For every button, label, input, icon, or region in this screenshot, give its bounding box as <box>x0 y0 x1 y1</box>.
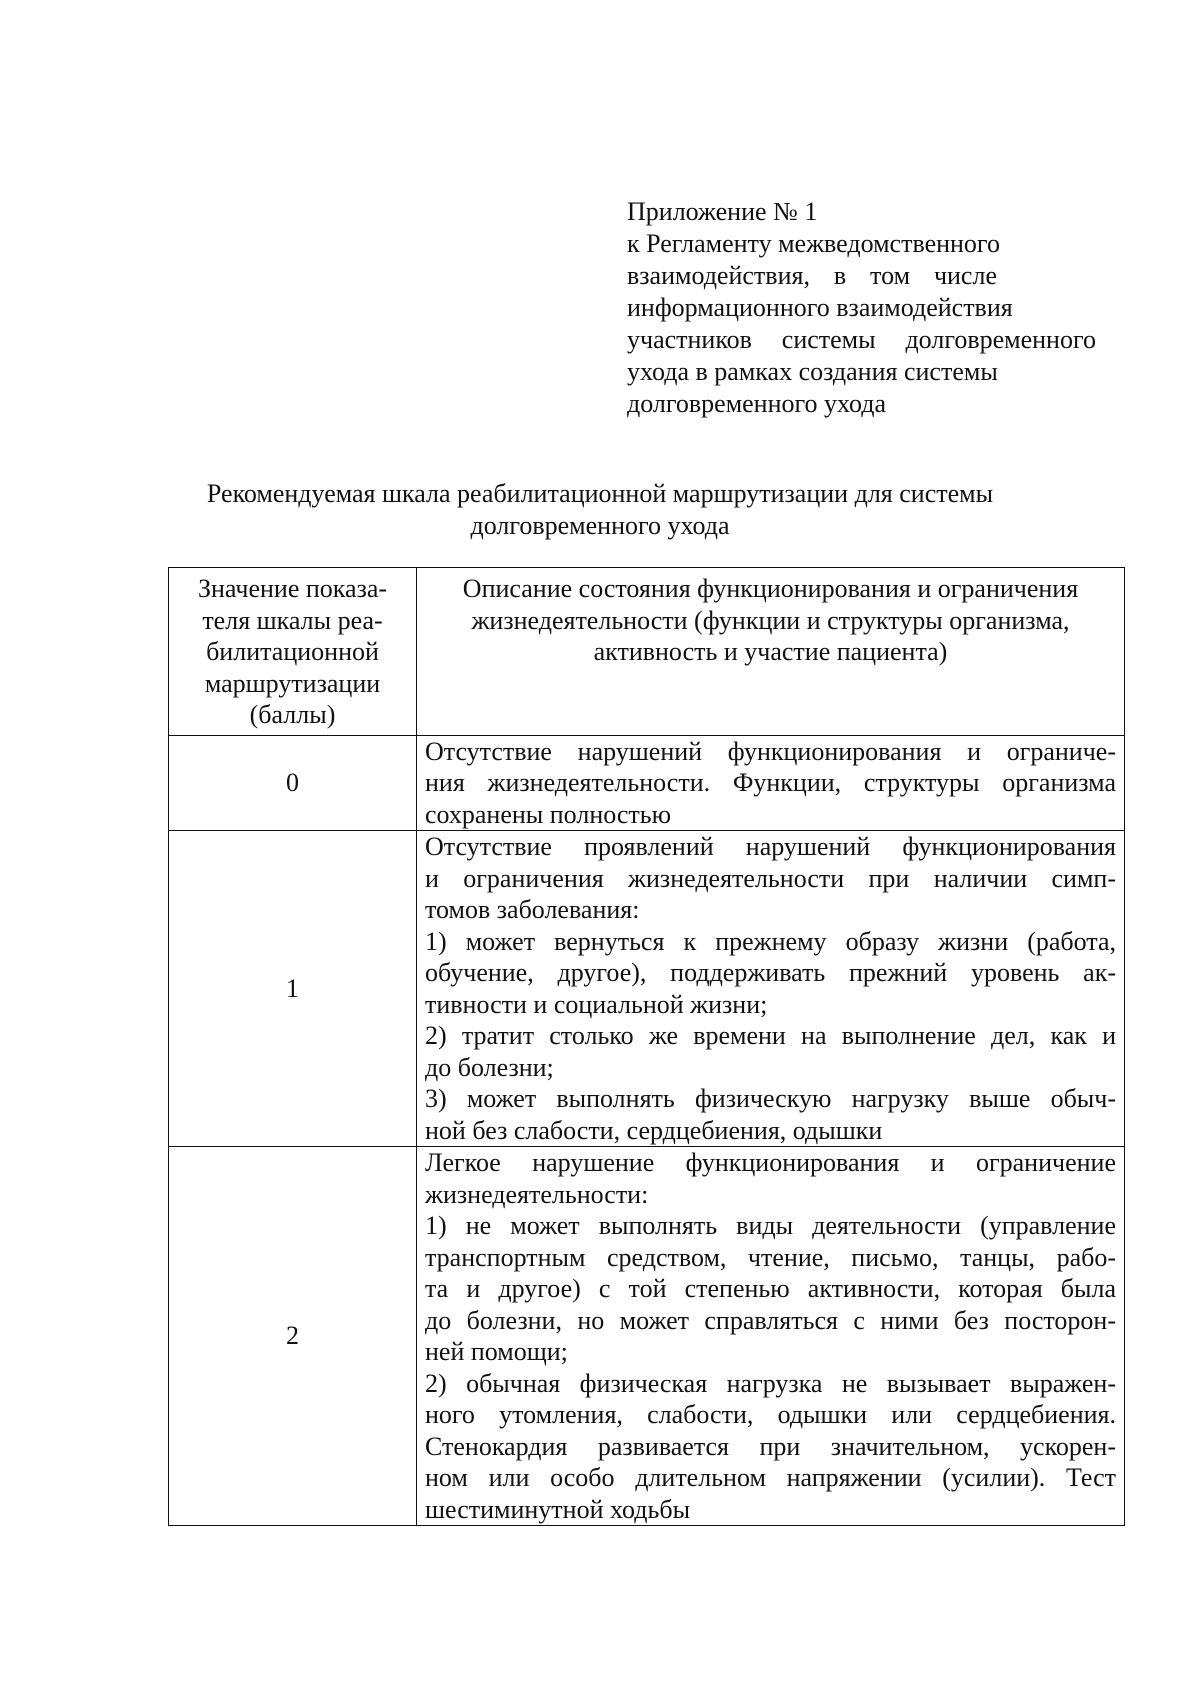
description-line: томов заболевания: <box>425 895 640 924</box>
description-line: 2) обычная физическая нагрузка не вызывает выражен- <box>425 1368 1116 1398</box>
description-line: Стенокардия развивается при значительном, ускорен- <box>425 1431 1116 1461</box>
description-line: ной без слабости, сердцебиения, одышки <box>425 1115 883 1145</box>
description-line: жизнедеятельности: <box>425 1179 649 1209</box>
description-line: обучение, другое), поддерживать прежний уровень ак- <box>425 958 1116 987</box>
description-line: та и другое) с той степенью активности, которая была <box>425 1274 1116 1303</box>
header-description-cell <box>417 568 1125 736</box>
appendix-line: долговременного ухода <box>627 389 887 418</box>
document-title-line: Рекомендуемая шкала реабилитационной маршрутизации для системы <box>206 479 994 508</box>
header-line: билитационной <box>206 637 379 666</box>
description-line: до болезни; <box>425 1052 554 1082</box>
table-header-row <box>169 568 1125 736</box>
appendix-block <box>627 196 1107 420</box>
table-row <box>169 735 1125 831</box>
score-cell: 2 <box>169 1147 417 1526</box>
header-line: жизнедеятельности (функции и структуры организма, <box>471 605 1070 635</box>
description-line: Отсутствие нарушений функционирования и ограниче- <box>425 736 1116 766</box>
description-line: 1) может вернуться к прежнему образу жизни (работа, <box>425 926 1116 956</box>
description-line: 2) тратит столько же времени на выполнение дел, как и <box>425 1021 1116 1050</box>
description-line: Отсутствие проявлений нарушений функционирования <box>425 832 1116 861</box>
appendix-line: к Регламенту межведомственного <box>627 229 1000 258</box>
description-line: транспортным средством, чтение, письмо, танцы, рабо- <box>425 1242 1116 1272</box>
header-line: Значение показа- <box>197 574 388 603</box>
description-line: ного утомления, слабости, одышки или сердцебиения. <box>425 1400 1116 1429</box>
rehabilitation-scale-table <box>168 567 1125 1526</box>
appendix-line: ухода в рамках создания системы <box>627 357 998 386</box>
description-cell <box>417 831 1125 1147</box>
description-cell <box>417 735 1125 831</box>
description-line: Легкое нарушение функционирования и ограничение <box>425 1148 1116 1177</box>
table-row <box>169 1147 1125 1526</box>
description-line: 1) не может выполнять виды деятельности (управление <box>425 1211 1116 1240</box>
header-score-cell <box>169 568 417 736</box>
header-line: теля шкалы реа- <box>202 605 383 635</box>
description-line: ном или особо длительном напряжении (усилии). Тест <box>425 1463 1116 1492</box>
document-title-line: долговременного ухода <box>470 511 730 540</box>
header-line: маршрутизации <box>204 668 381 698</box>
appendix-line: взаимодействия, в том числе <box>627 261 997 290</box>
description-line: до болезни, но может справляться с ними без посторон- <box>425 1305 1116 1335</box>
description-line: сохранены полностью <box>425 799 672 829</box>
appendix-title: Приложение № 1 <box>627 197 818 226</box>
score-cell: 0 <box>169 735 417 831</box>
description-line: и ограничения жизнедеятельности при наличии симп- <box>425 863 1116 893</box>
appendix-line: информационного взаимодействия <box>627 293 1013 322</box>
description-line: ния жизнедеятельности. Функции, структуры организма <box>425 768 1116 797</box>
description-line: тивности и социальной жизни; <box>425 989 768 1019</box>
score-cell: 1 <box>169 831 417 1147</box>
header-line: (баллы) <box>249 700 336 729</box>
document-title <box>150 478 1050 542</box>
appendix-line: участников системы долговременного <box>627 325 1096 354</box>
description-cell <box>417 1147 1125 1526</box>
table-row <box>169 831 1125 1147</box>
header-line: Описание состояния функционирования и ограничения <box>462 574 1079 603</box>
header-line: активность и участие пациента) <box>593 637 948 666</box>
description-line: 3) может выполнять физическую нагрузку выше обыч- <box>425 1084 1116 1113</box>
description-line: ней помощи; <box>425 1337 568 1366</box>
description-line: шестиминутной ходьбы <box>425 1494 691 1524</box>
